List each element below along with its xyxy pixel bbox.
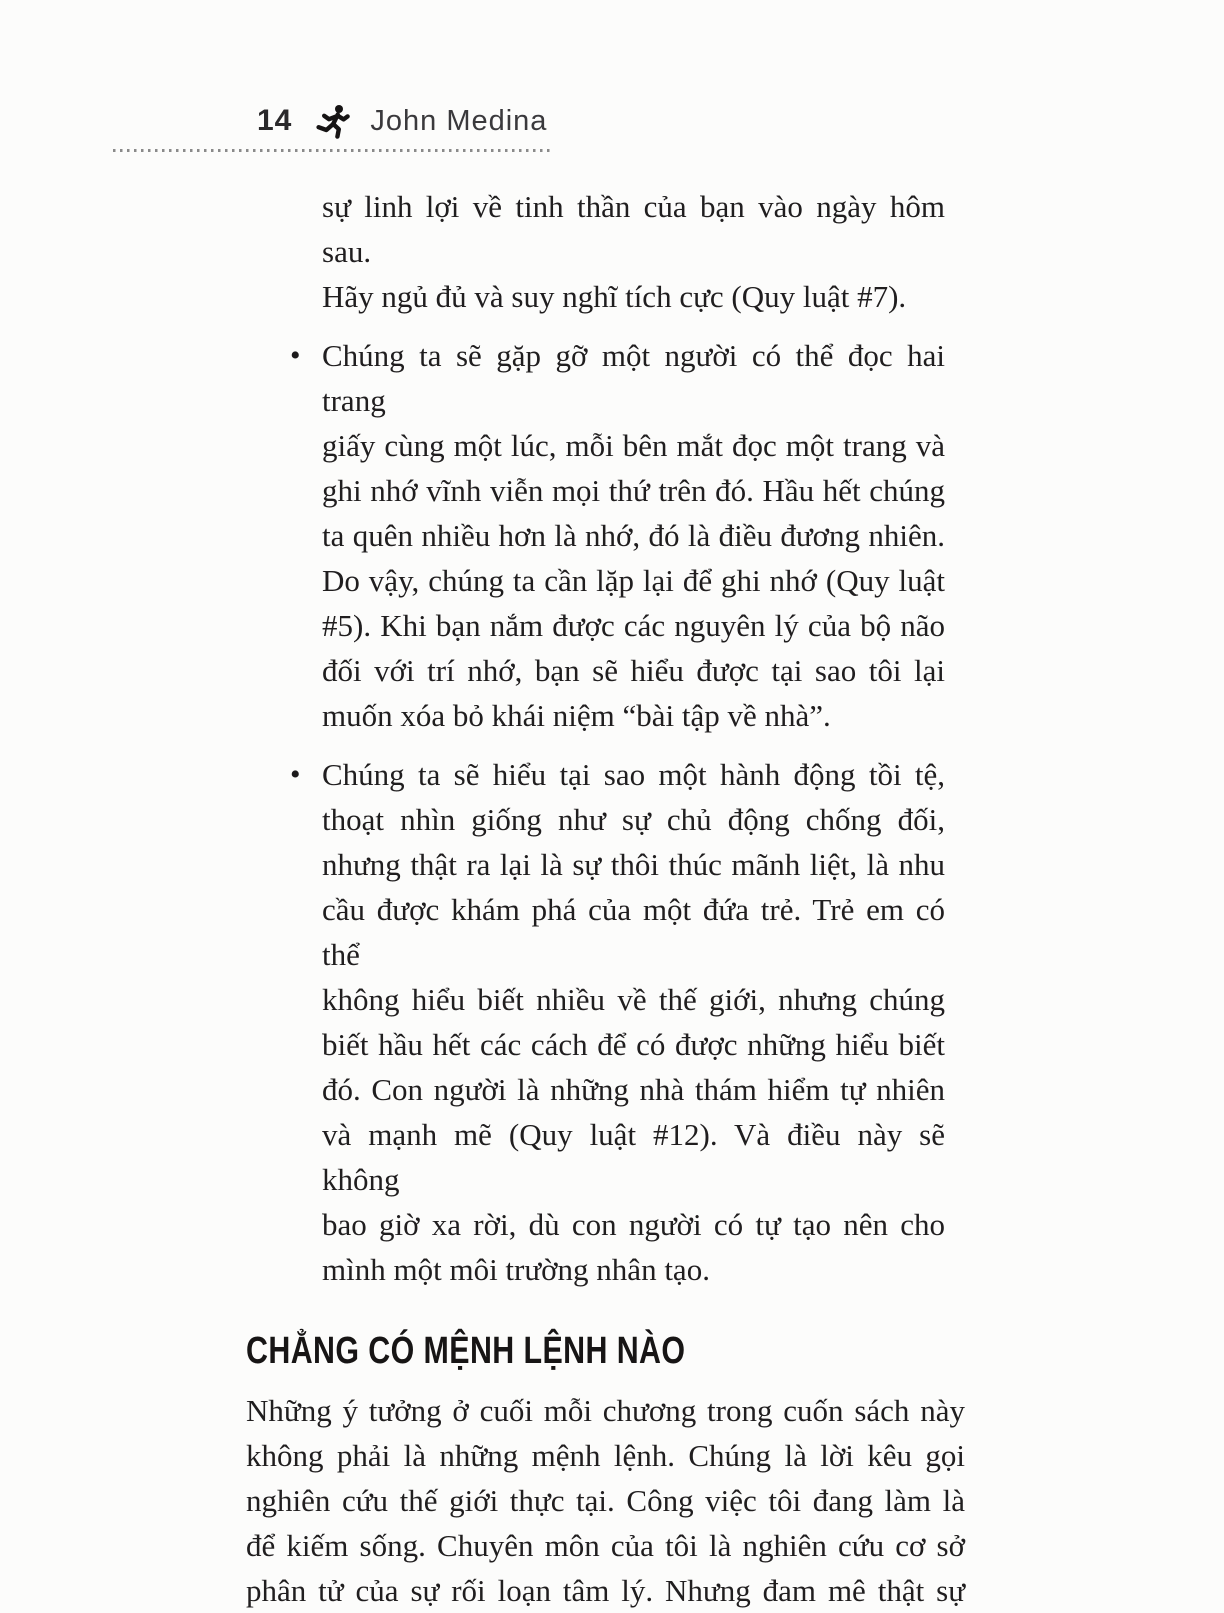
- running-title: John Medina: [370, 104, 548, 137]
- text-line: ta quên nhiều hơn là nhớ, đó là điều đương nhiên.: [322, 518, 945, 553]
- runner-icon: [316, 103, 352, 139]
- bullet-marker: •: [290, 758, 301, 791]
- text-line: bao giờ xa rời, dù con người có tự tạo nên cho: [322, 1207, 945, 1242]
- text-line: và mạnh mẽ (Quy luật #12). Và điều này sẽ không: [322, 1117, 945, 1197]
- text-line: Hãy ngủ đủ và suy nghĩ tích cực (Quy luật #7).: [322, 279, 907, 314]
- text-line: ghi nhớ vĩnh viễn mọi thứ trên đó. Hầu hết chúng: [322, 473, 945, 508]
- text-line: đối với trí nhớ, bạn sẽ hiểu được tại sao tôi lại: [322, 653, 945, 688]
- text-line: phân tử của sự rối loạn tâm lý. Nhưng đam mê thật sự: [246, 1573, 965, 1608]
- header-divider: [113, 149, 554, 152]
- text-line: để kiếm sống. Chuyên môn của tôi là nghiên cứu cơ sở: [246, 1528, 965, 1563]
- text-line: thoạt nhìn giống như sự chủ động chống đối,: [322, 802, 945, 837]
- text-line: nghiên cứu thế giới thực tại. Công việc tôi đang làm là: [246, 1483, 965, 1518]
- text-line: muốn xóa bỏ khái niệm “bài tập về nhà”.: [322, 698, 831, 733]
- bullet-item-2: [246, 752, 965, 1292]
- page-number: 14: [257, 104, 293, 137]
- text-line: giấy cùng một lúc, mỗi bên mắt đọc một trang và: [322, 428, 945, 463]
- section-heading-text: CHẲNG CÓ MỆNH LỆNH NÀO: [246, 1330, 686, 1372]
- continuation-paragraph: [246, 184, 965, 319]
- text-line: sự linh lợi về tinh thần của bạn vào ngày hôm sau.: [322, 189, 945, 269]
- text-line: biết hầu hết các cách để có được những hiểu biết: [322, 1027, 945, 1062]
- text-column: [246, 184, 965, 1613]
- bullet-text-2: [322, 752, 945, 1292]
- bullet-item-1: [246, 333, 965, 738]
- text-line: cầu được khám phá của một đứa trẻ. Trẻ em có thể: [322, 892, 945, 972]
- text-line: Chúng ta sẽ gặp gỡ một người có thể đọc hai trang: [322, 338, 945, 418]
- text-line: đó. Con người là những nhà thám hiểm tự nhiên: [322, 1072, 945, 1107]
- page-header: [257, 101, 547, 141]
- text-line: #5). Khi bạn nắm được các nguyên lý của bộ não: [322, 608, 945, 643]
- text-line: Chúng ta sẽ hiểu tại sao một hành động tồi tệ,: [322, 757, 945, 792]
- text-line: nhưng thật ra lại là sự thôi thúc mãnh liệt, là nhu: [322, 847, 945, 882]
- text-line: mình một môi trường nhân tạo.: [322, 1252, 710, 1287]
- text-line: không phải là những mệnh lệnh. Chúng là lời kêu gọi: [246, 1438, 965, 1473]
- section-heading: [246, 1328, 965, 1374]
- bullet-text-1: [322, 333, 945, 738]
- body-paragraph: [246, 1388, 965, 1613]
- text-line: Do vậy, chúng ta cần lặp lại để ghi nhớ (Quy luật: [322, 563, 945, 598]
- bullet-marker: •: [290, 339, 301, 372]
- text-line: Những ý tưởng ở cuối mỗi chương trong cuốn sách này: [246, 1393, 965, 1428]
- text-line: không hiểu biết nhiều về thế giới, nhưng chúng: [322, 982, 945, 1017]
